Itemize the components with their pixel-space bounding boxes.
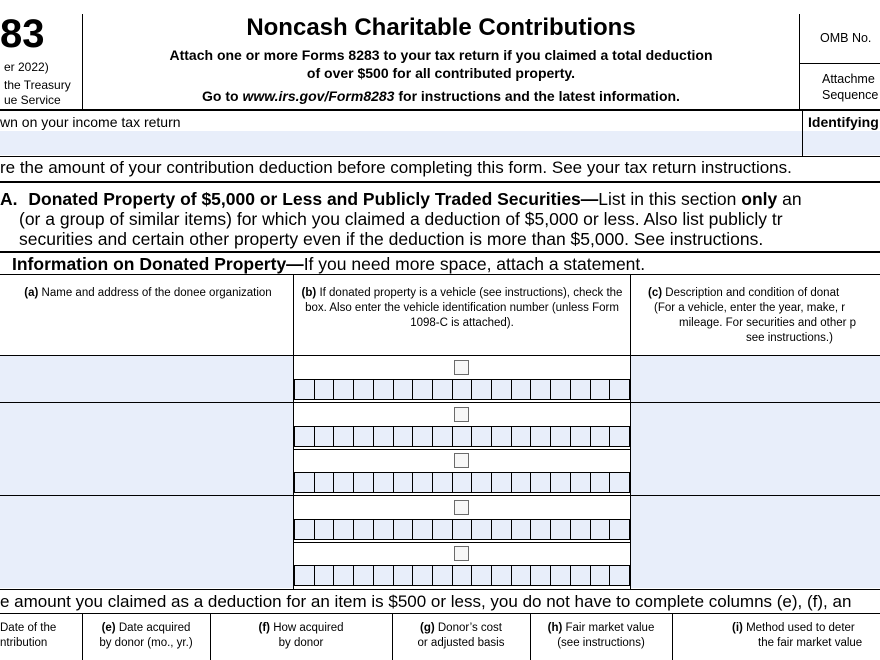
omb-divider <box>799 63 880 64</box>
vin-digit-cell[interactable] <box>453 565 473 586</box>
vin-digit-cell[interactable] <box>551 379 571 400</box>
header-left-divider <box>82 14 83 110</box>
vin-digit-cell[interactable] <box>453 472 473 493</box>
section-a-line-2: (or a group of similar items) for which you claimed a deduction of $5,000 or less. Also list publicly tr <box>19 209 783 229</box>
section-a-letter: A. <box>0 189 18 209</box>
vin-digit-cell[interactable] <box>334 519 354 540</box>
vin-digit-cell[interactable] <box>512 519 532 540</box>
vin-digit-cell[interactable] <box>591 519 611 540</box>
vin-digit-cell[interactable] <box>571 519 591 540</box>
vin-digit-cell[interactable] <box>492 519 512 540</box>
property-description-input[interactable] <box>631 542 880 588</box>
column-b-header: (b) If donated property is a vehicle (see instructions), check the box. Also enter the vehicle identification number (unless Form 1098-C is attached). <box>301 287 623 329</box>
small-deduction-note: e amount you claimed as a deduction for an item is $500 or less, you do not have to complete columns (e), (f), an <box>0 592 852 611</box>
column-g-h-divider <box>530 614 531 660</box>
vin-digit-cell[interactable] <box>294 379 315 400</box>
vin-digit-cell[interactable] <box>315 426 335 447</box>
vin-digit-cell[interactable] <box>413 565 433 586</box>
vin-digit-cell[interactable] <box>433 472 453 493</box>
vin-digit-cell[interactable] <box>315 379 335 400</box>
vin-digit-cell[interactable] <box>492 565 512 586</box>
rows-bottom-rule <box>0 589 880 590</box>
attach-instruction-line-1: Attach one or more Forms 8283 to your tax return if you claimed a total deduction <box>169 47 713 63</box>
deduction-notice: re the amount of your contribution deduction before completing this form. See your tax return instructions. <box>0 158 792 177</box>
vin-digit-cell[interactable] <box>394 472 414 493</box>
vin-digit-cell[interactable] <box>531 426 551 447</box>
vin-digit-cell[interactable] <box>433 379 453 400</box>
vin-digit-cell[interactable] <box>610 379 630 400</box>
goto-suffix: for instructions and the latest information. <box>398 88 680 104</box>
vin-entry-row <box>294 472 630 493</box>
column-d-e-divider <box>82 614 83 660</box>
vin-digit-cell[interactable] <box>591 379 611 400</box>
vin-entry-row <box>294 379 630 400</box>
vin-digit-cell[interactable] <box>334 472 354 493</box>
column-h-i-divider <box>672 614 673 660</box>
vin-digit-cell[interactable] <box>433 565 453 586</box>
vehicle-checkbox[interactable] <box>454 360 469 375</box>
section-a-line-1-tail: an <box>782 189 802 209</box>
attachment-sequence-line-2: Sequence <box>822 88 879 102</box>
vin-digit-cell[interactable] <box>512 565 532 586</box>
section-a-line-1 <box>0 188 802 210</box>
vin-digit-cell[interactable] <box>433 426 453 447</box>
section-a-line-3: securities and certain other property even if the deduction is more than $5,000. See instructions. <box>19 229 764 249</box>
vin-digit-cell[interactable] <box>591 565 611 586</box>
vin-digit-cell[interactable] <box>394 519 414 540</box>
vin-digit-cell[interactable] <box>294 565 315 586</box>
part-1-rest: If you need more space, attach a statement. <box>303 254 646 274</box>
vehicle-checkbox[interactable] <box>454 407 469 422</box>
vin-digit-cell[interactable] <box>315 565 335 586</box>
name-input[interactable] <box>0 131 802 155</box>
property-description-input[interactable] <box>631 496 880 542</box>
vin-digit-cell[interactable] <box>472 565 492 586</box>
vin-digit-cell[interactable] <box>374 519 394 540</box>
vin-digit-cell[interactable] <box>294 519 315 540</box>
vin-digit-cell[interactable] <box>394 426 414 447</box>
vin-digit-cell[interactable] <box>453 519 473 540</box>
vin-digit-cell[interactable] <box>531 472 551 493</box>
vin-digit-cell[interactable] <box>571 379 591 400</box>
vehicle-checkbox[interactable] <box>454 453 469 468</box>
vin-digit-cell[interactable] <box>334 426 354 447</box>
vin-digit-cell[interactable] <box>571 565 591 586</box>
part-1-title: Information on Donated Property— <box>12 254 304 274</box>
notice-bottom-rule <box>0 181 880 183</box>
vin-digit-cell[interactable] <box>334 379 354 400</box>
vin-digit-cell[interactable] <box>374 565 394 586</box>
donee-name-input[interactable] <box>0 403 293 449</box>
vin-digit-cell[interactable] <box>394 379 414 400</box>
vin-entry-row <box>294 519 630 540</box>
form-revision: er 2022) <box>4 60 49 74</box>
vin-digit-cell[interactable] <box>472 519 492 540</box>
note-bottom-rule <box>0 613 880 614</box>
vin-digit-cell[interactable] <box>374 379 394 400</box>
vin-digit-cell[interactable] <box>413 472 433 493</box>
vin-digit-cell[interactable] <box>294 472 315 493</box>
vin-entry-row <box>294 426 630 447</box>
donee-name-input[interactable] <box>0 356 293 402</box>
name-field-label: wn on your income tax return <box>0 114 181 130</box>
department-line-1: the Treasury <box>4 78 71 92</box>
irs-url-link[interactable]: www.irs.gov/Form8283 <box>242 88 395 104</box>
header-bottom-rule <box>0 109 880 111</box>
column-c-header: (c) Description and condition of donat (For a vehicle, enter the year, make, r mileage. For securities and other p see instructions.) <box>648 287 857 344</box>
vin-digit-cell[interactable] <box>571 426 591 447</box>
vin-digit-cell[interactable] <box>610 426 630 447</box>
column-e-header: (e) Date acquired by donor (mo., yr.) <box>99 622 193 649</box>
property-description-input[interactable] <box>631 356 880 402</box>
goto-instruction <box>84 87 798 105</box>
vin-digit-cell[interactable] <box>610 565 630 586</box>
vin-digit-cell[interactable] <box>354 426 374 447</box>
attach-instruction-line-2: of over $500 for all contributed property. <box>306 65 576 81</box>
column-h-header: (h) Fair market value (see instructions) <box>547 622 655 649</box>
vehicle-checkbox[interactable] <box>454 546 469 561</box>
identifying-number-label: Identifying <box>808 114 879 130</box>
vin-digit-cell[interactable] <box>354 472 374 493</box>
vin-digit-cell[interactable] <box>512 426 532 447</box>
vin-digit-cell[interactable] <box>610 472 630 493</box>
donee-name-input[interactable] <box>0 449 293 495</box>
section-a-title: Donated Property of $5,000 or Less and Publicly Traded Securities— <box>28 189 599 209</box>
vin-entry-row <box>294 565 630 586</box>
vin-digit-cell[interactable] <box>551 519 571 540</box>
vin-digit-cell[interactable] <box>591 472 611 493</box>
department-line-2: ue Service <box>4 93 61 107</box>
vin-digit-cell[interactable] <box>374 472 394 493</box>
vin-digit-cell[interactable] <box>551 472 571 493</box>
part-1-heading <box>12 253 645 275</box>
vin-digit-cell[interactable] <box>472 472 492 493</box>
column-f-g-divider <box>392 614 393 660</box>
vin-digit-cell[interactable] <box>551 565 571 586</box>
vin-digit-cell[interactable] <box>354 565 374 586</box>
identifying-number-input[interactable] <box>803 131 880 155</box>
column-e-f-divider <box>210 614 211 660</box>
goto-prefix: Go to <box>202 88 239 104</box>
part-1-bottom-rule <box>0 274 880 275</box>
vin-digit-cell[interactable] <box>492 472 512 493</box>
omb-number: OMB No. <box>820 31 872 45</box>
attachment-sequence-line-1: Attachme <box>822 72 875 86</box>
vin-digit-cell[interactable] <box>531 565 551 586</box>
form-title: Noncash Charitable Contributions <box>246 14 636 41</box>
vin-digit-cell[interactable] <box>531 519 551 540</box>
vin-digit-cell[interactable] <box>294 426 315 447</box>
vin-digit-cell[interactable] <box>315 472 335 493</box>
vin-digit-cell[interactable] <box>413 519 433 540</box>
vin-digit-cell[interactable] <box>610 519 630 540</box>
vin-digit-cell[interactable] <box>433 519 453 540</box>
vin-digit-cell[interactable] <box>334 565 354 586</box>
vin-digit-cell[interactable] <box>551 426 571 447</box>
column-a-header: (a) Name and address of the donee organization <box>24 287 272 299</box>
vin-digit-cell[interactable] <box>354 379 374 400</box>
section-a-only: only <box>741 189 778 209</box>
vin-digit-cell[interactable] <box>512 379 532 400</box>
vin-digit-cell[interactable] <box>354 519 374 540</box>
header-right-divider <box>799 14 800 110</box>
column-i-header: (i) Method used to deter the fair market value <box>732 622 863 649</box>
vehicle-checkbox[interactable] <box>454 500 469 515</box>
property-description-input[interactable] <box>631 449 880 495</box>
form-number: 83 <box>0 12 45 56</box>
donee-name-input[interactable] <box>0 496 293 542</box>
vin-digit-cell[interactable] <box>413 379 433 400</box>
vin-digit-cell[interactable] <box>591 426 611 447</box>
vin-digit-cell[interactable] <box>472 426 492 447</box>
property-description-input[interactable] <box>631 403 880 449</box>
vin-digit-cell[interactable] <box>492 426 512 447</box>
vin-digit-cell[interactable] <box>571 472 591 493</box>
vin-digit-cell[interactable] <box>453 426 473 447</box>
column-f-header: (f) How acquired by donor <box>258 622 344 649</box>
donee-name-input[interactable] <box>0 542 293 588</box>
column-d-header: Date of the ntribution <box>0 622 57 649</box>
vin-digit-cell[interactable] <box>472 379 492 400</box>
vin-digit-cell[interactable] <box>492 379 512 400</box>
vin-digit-cell[interactable] <box>394 565 414 586</box>
column-g-header: (g) Donor’s cost or adjusted basis <box>417 622 505 649</box>
vin-digit-cell[interactable] <box>512 472 532 493</box>
section-a-line-1-rest: List in this section <box>598 189 737 209</box>
vin-digit-cell[interactable] <box>315 519 335 540</box>
vin-digit-cell[interactable] <box>453 379 473 400</box>
vin-digit-cell[interactable] <box>531 379 551 400</box>
vin-digit-cell[interactable] <box>413 426 433 447</box>
vin-digit-cell[interactable] <box>374 426 394 447</box>
